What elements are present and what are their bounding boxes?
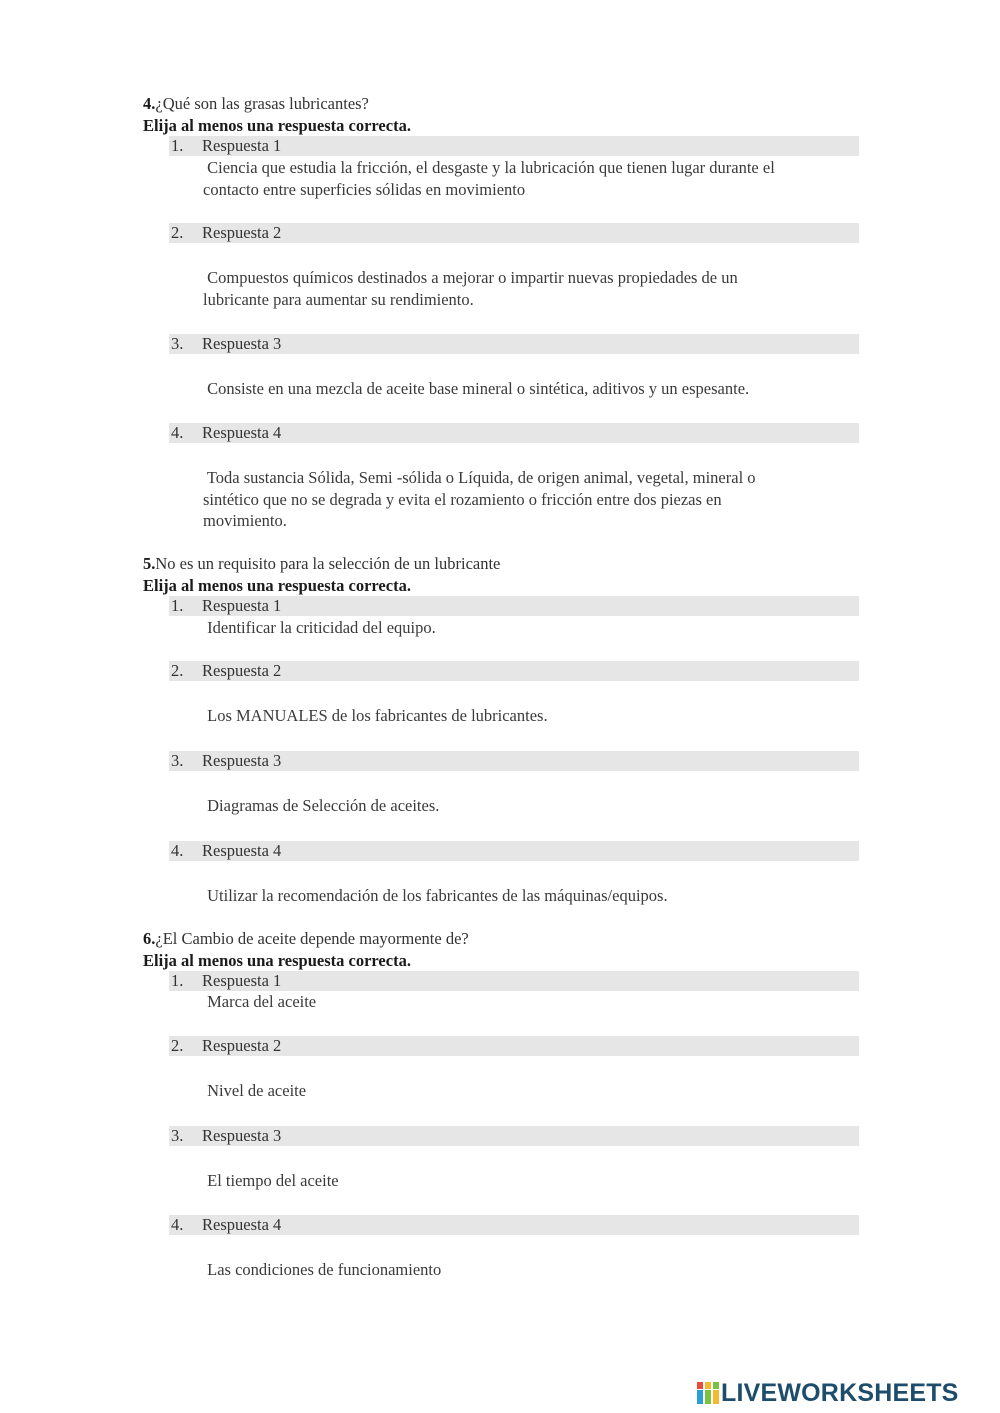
question-4-title (143, 93, 369, 114)
answer-number: 1. (171, 971, 184, 990)
liveworksheets-logo-icon (697, 1382, 719, 1404)
answer-option-5-2[interactable] (169, 661, 859, 681)
answer-text-line: Diagramas de Selección de aceites. (203, 796, 440, 815)
answer-label: Respuesta 2 (202, 223, 282, 242)
answer-text-line: Compuestos químicos destinados a mejorar o impartir nuevas propiedades de un (203, 268, 738, 287)
answer-text-4-2 (203, 267, 853, 310)
question-text: ¿El Cambio de aceite depende mayormente de? (155, 929, 469, 948)
answer-text-line: contacto entre superficies sólidas en movimiento (203, 179, 526, 199)
question-5-instruction: Elija al menos una respuesta correcta. (143, 576, 411, 595)
answer-text-line: Consiste en una mezcla de aceite base mineral o sintética, aditivos y un espesante. (203, 379, 750, 398)
answer-text-line: sintético que no se degrada y evita el rozamiento o fricción entre dos piezas en (203, 489, 722, 509)
liveworksheets-logo-text: LIVEWORKSHEETS (721, 1379, 959, 1407)
answer-text-5-2 (203, 705, 853, 727)
question-6-instruction: Elija al menos una respuesta correcta. (143, 951, 411, 970)
answer-text-6-2 (203, 1080, 853, 1102)
answer-label: Respuesta 1 (202, 596, 282, 615)
answer-option-4-2[interactable] (169, 223, 859, 243)
answer-text-6-1 (203, 991, 853, 1013)
answer-option-6-3[interactable] (169, 1126, 859, 1146)
answer-text-line: Toda sustancia Sólida, Semi -sólida o Líquida, de origen animal, vegetal, mineral o (203, 468, 756, 487)
answer-text-line: El tiempo del aceite (203, 1171, 339, 1190)
answer-number: 4. (171, 423, 184, 442)
answer-text-line: Ciencia que estudia la fricción, el desgaste y la lubricación que tienen lugar durante el (203, 158, 775, 177)
answer-option-4-1[interactable] (169, 136, 859, 156)
answer-number: 4. (171, 1215, 184, 1234)
answer-label: Respuesta 1 (202, 971, 282, 990)
answer-option-6-2[interactable] (169, 1036, 859, 1056)
answer-text-5-4 (203, 885, 853, 907)
answer-label: Respuesta 2 (202, 1036, 282, 1055)
answer-text-5-3 (203, 795, 853, 817)
answer-text-6-3 (203, 1170, 853, 1192)
answer-option-6-4[interactable] (169, 1215, 859, 1235)
answer-text-line: Utilizar la recomendación de los fabricantes de las máquinas/equipos. (203, 886, 668, 905)
answer-label: Respuesta 3 (202, 334, 282, 353)
answer-option-5-4[interactable] (169, 841, 859, 861)
question-5-title (143, 553, 500, 574)
answer-label: Respuesta 3 (202, 1126, 282, 1145)
answer-number: 3. (171, 1126, 184, 1145)
answer-label: Respuesta 4 (202, 841, 282, 860)
answer-number: 4. (171, 841, 184, 860)
answer-text-4-1 (203, 157, 853, 200)
answer-text-line: Las condiciones de funcionamiento (203, 1260, 442, 1279)
answer-number: 1. (171, 596, 184, 615)
answer-text-4-4 (203, 467, 853, 532)
answer-option-6-1[interactable] (169, 971, 859, 991)
answer-option-5-3[interactable] (169, 751, 859, 771)
answer-number: 2. (171, 223, 184, 242)
answer-text-line: Identificar la criticidad del equipo. (203, 618, 436, 637)
answer-number: 2. (171, 1036, 184, 1055)
answer-text-line: Marca del aceite (203, 992, 317, 1011)
question-number: 5. (143, 554, 156, 573)
answer-option-4-3[interactable] (169, 334, 859, 354)
answer-text-line: Los MANUALES de los fabricantes de lubricantes. (203, 706, 548, 725)
answer-text-line: movimiento. (203, 511, 287, 530)
answer-text-4-3 (203, 378, 853, 400)
answer-number: 1. (171, 136, 184, 155)
answer-label: Respuesta 4 (202, 423, 282, 442)
question-6-title (143, 928, 469, 949)
liveworksheets-logo (697, 1380, 995, 1406)
answer-text-line: Nivel de aceite (203, 1081, 307, 1100)
answer-text-5-1 (203, 617, 853, 639)
answer-option-4-4[interactable] (169, 423, 859, 443)
answer-text-6-4 (203, 1259, 853, 1281)
question-4-instruction: Elija al menos una respuesta correcta. (143, 116, 411, 135)
answer-number: 3. (171, 334, 184, 353)
answer-number: 2. (171, 661, 184, 680)
answer-label: Respuesta 1 (202, 136, 282, 155)
answer-label: Respuesta 2 (202, 661, 282, 680)
answer-label: Respuesta 3 (202, 751, 282, 770)
answer-option-5-1[interactable] (169, 596, 859, 616)
question-text: No es un requisito para la selección de un lubricante (155, 554, 501, 573)
answer-label: Respuesta 4 (202, 1215, 282, 1234)
question-number: 6. (143, 929, 156, 948)
answer-number: 3. (171, 751, 184, 770)
question-number: 4. (143, 94, 156, 113)
answer-text-line: lubricante para aumentar su rendimiento. (203, 289, 474, 309)
question-text: ¿Qué son las grasas lubricantes? (155, 94, 369, 113)
